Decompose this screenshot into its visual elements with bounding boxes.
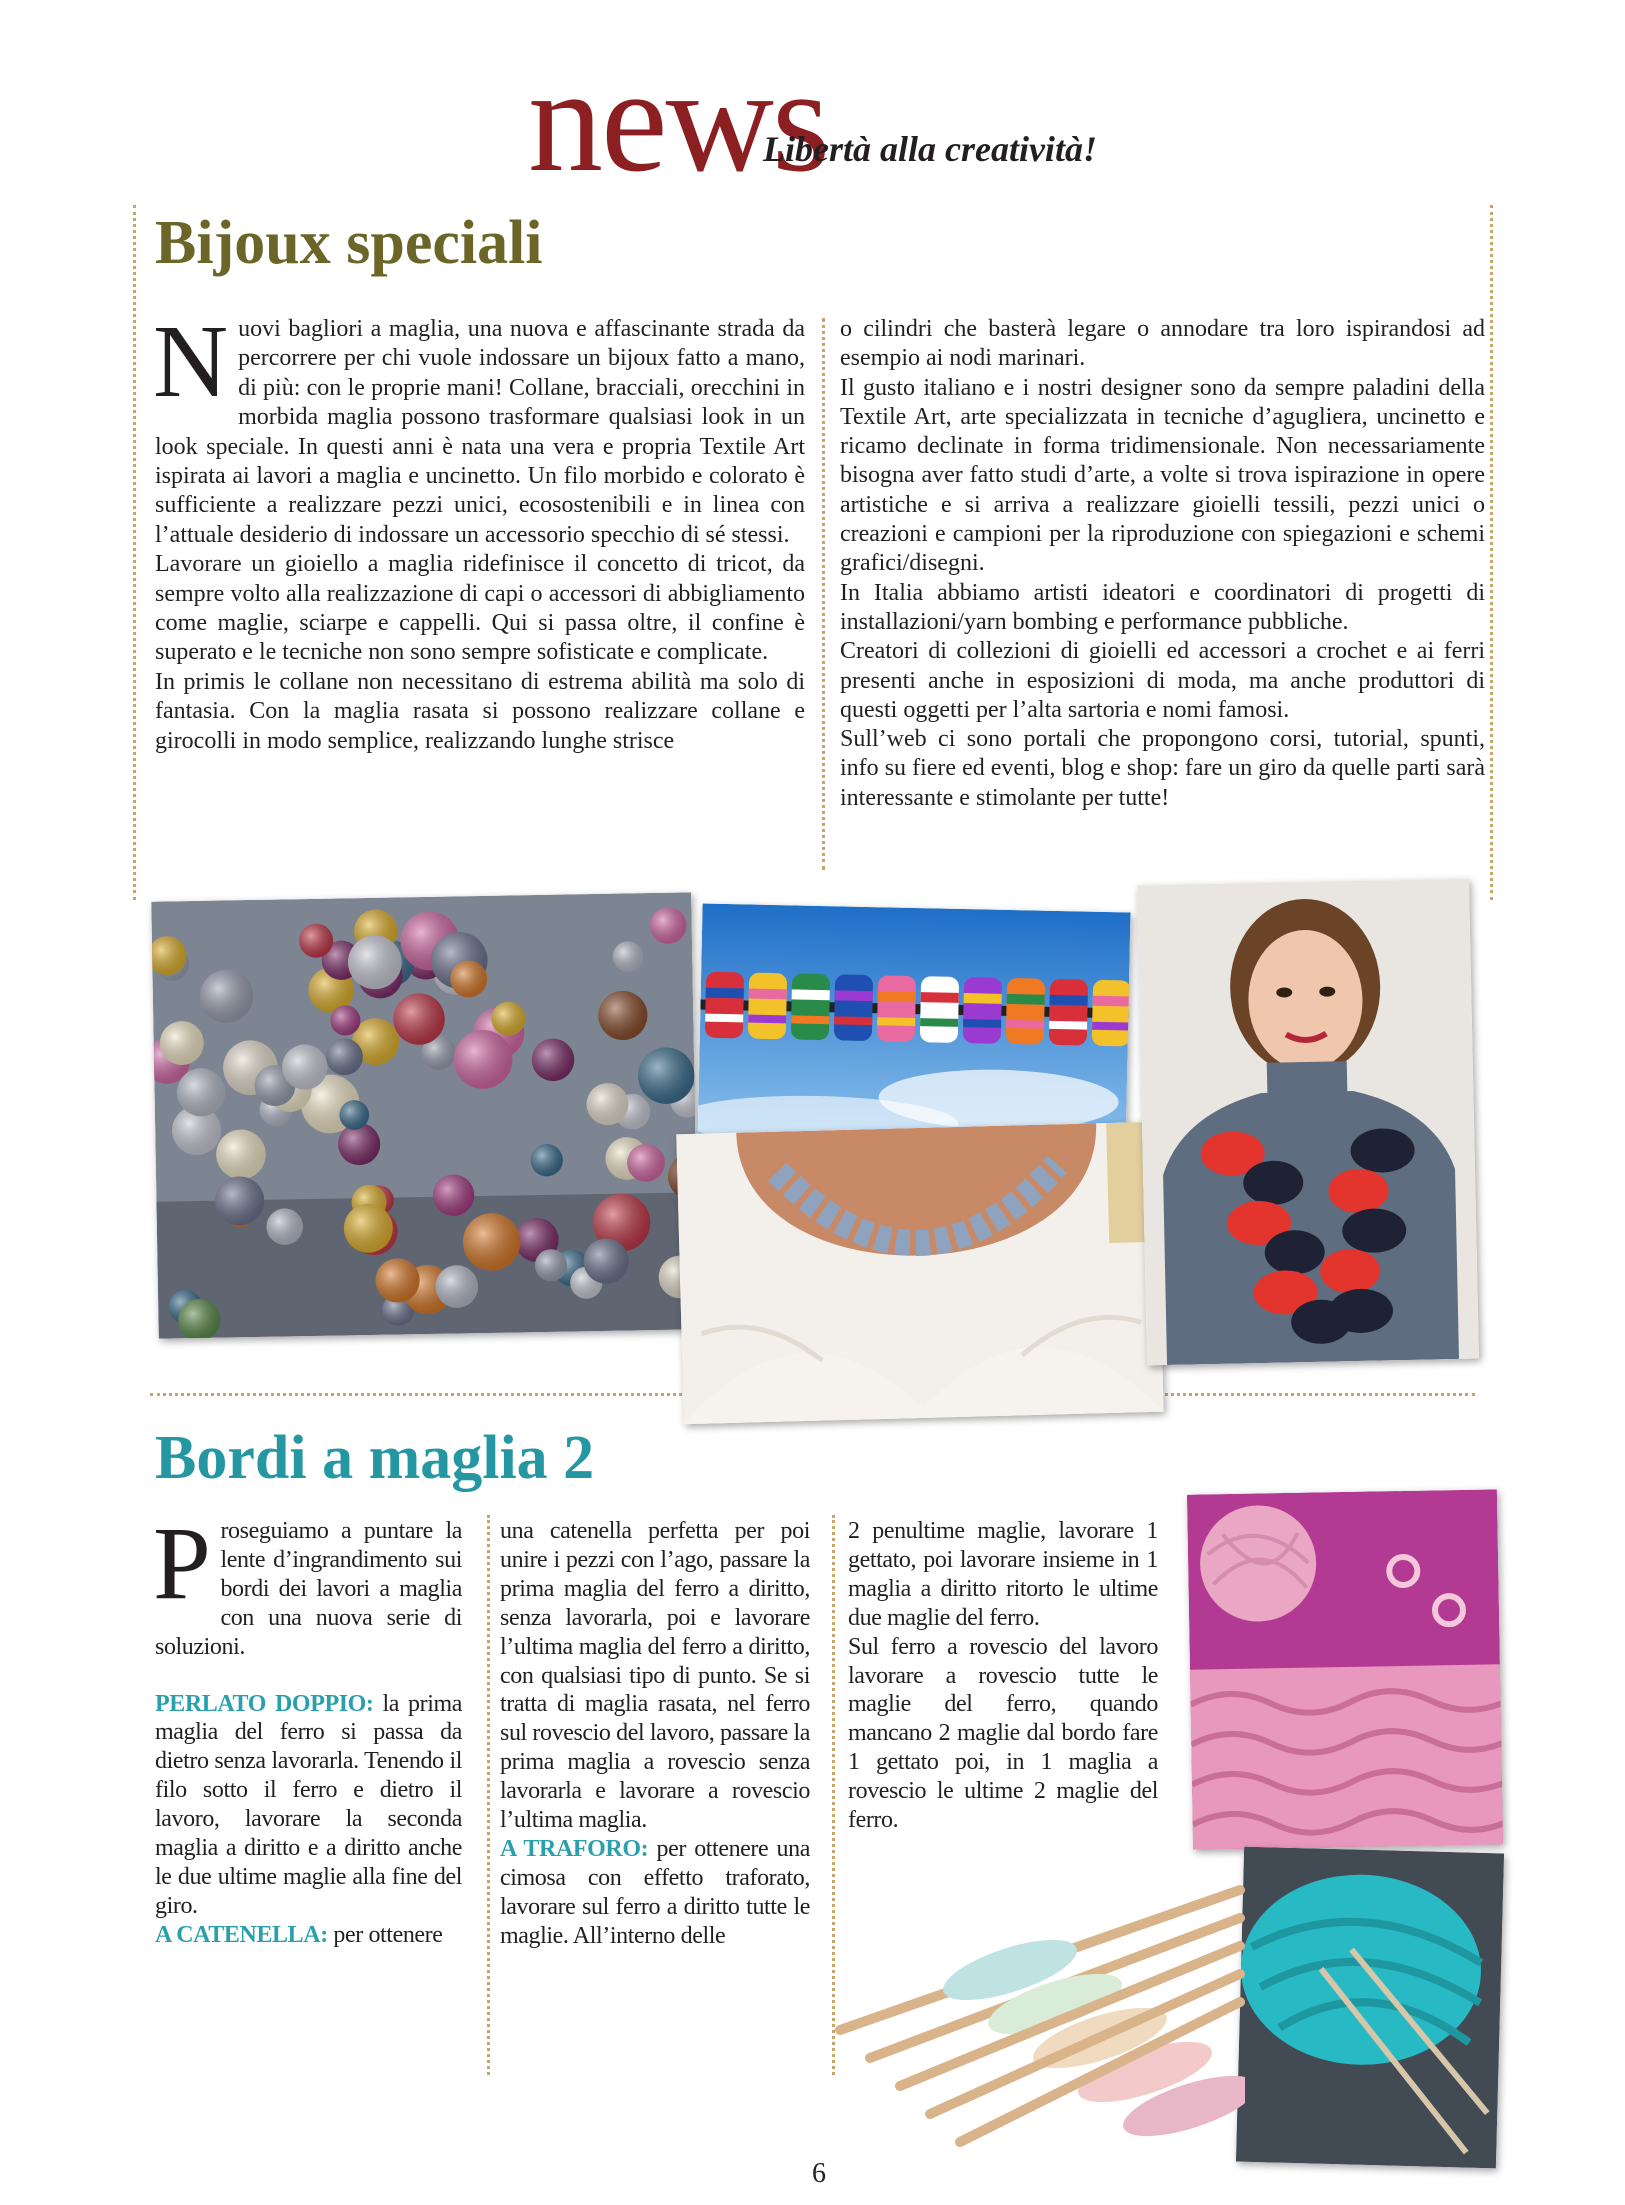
paragraph: Il gusto italiano e i nostri designer sono da sempre paladini della Textile Art, arte specializzata in tecniche d’agugliera, uncinetto e ricamo declinate in forma tridimensionale. Non necessariamente bisogna aver fatto studi d’arte, a volte si trova ispirazione in opere artistiche e si arriva a realizzare gioielli tessili, pezzi unici o creazioni e campioni per la riproduzione con spiegazioni e schemi grafici/disegni. xyxy=(840,374,1485,577)
paragraph: Lavorare un gioiello a maglia ridefinisce il concetto di tricot, da sempre volto alla realizzazione di capi o accessori di abbigliamento come maglie, sciarpe e cappelli. Qui si passa oltre, il confine è superato e le tecniche non sono sempre sofisticate e complicate. xyxy=(155,551,805,666)
article2-column-1 xyxy=(153,1506,462,1950)
ring-stripe xyxy=(1093,996,1131,1007)
ring-stripe xyxy=(791,1015,829,1024)
ring-stripe xyxy=(878,991,916,1002)
ring-stripe xyxy=(1092,1022,1130,1031)
knitted-ring xyxy=(748,973,787,1040)
traforo-label: A TRAFORO: xyxy=(500,1835,649,1862)
crochet-hooks-photo xyxy=(830,1860,1245,2170)
paragraph: la prima maglia del ferro si passa da dietro senza lavorarla. Tenendo il filo sotto il ferro e dietro il lavoro, lavorare la seconda maglia a diritto e a diritto anche le due ultime maglie alla fine del giro. xyxy=(155,1690,462,1919)
column-divider-2a xyxy=(487,1515,490,2075)
ring-stripe xyxy=(1050,995,1088,1006)
ring-stripe xyxy=(835,990,873,1001)
ring-stripe xyxy=(1006,1020,1044,1029)
article-title-bordi: Bordi a maglia 2 xyxy=(155,1424,595,1492)
article1-column-2 xyxy=(840,315,1485,813)
paragraph: uovi bagliori a maglia, una nuova e affascinante strada da percorrere per chi vuole indossare un bijoux fatto a mano, di più: con le proprie mani! Collane, bracciali, orecchini in morbida maglia possono trasformare qualsiasi look in un look speciale. In questi anni è nata una vera e propria Textile Art ispirata ai lavori a maglia e uncinetto. Un filo morbido e colorato è sufficiente a realizzare pezzi unici, ecosostenibili e in linea con l’attuale desiderio di indossare un accessorio specchio di sé stessi. xyxy=(155,316,805,548)
paragraph: Sull’web ci sono portali che propongono corsi, tutorial, spunti, info su fiere ed eventi, blog e shop: fare un giro da quelle parti sarà interessante e stimolante per tutte! xyxy=(840,726,1485,811)
paragraph: roseguiamo a puntare la lente d’ingrandimento sui bordi dei lavori a maglia con una nuova serie di soluzioni. xyxy=(155,1518,462,1660)
knitted-rings-sky-photo xyxy=(697,904,1130,1158)
ring-stripe xyxy=(920,1018,958,1027)
ring-stripe xyxy=(921,992,959,1003)
paragraph: Sul ferro a rovescio del lavoro lavorare a rovescio tutte le maglie del ferro, quando mancano 2 maglie dal bordo fare 1 gettato poi, in 1 maglia a rovescio le ultime 2 maglie del ferro. xyxy=(848,1633,1158,1834)
column-divider xyxy=(822,318,825,870)
turquoise-knitting-photo xyxy=(1236,1847,1504,2169)
knitted-ring xyxy=(1006,978,1045,1045)
page-number: 6 xyxy=(812,2158,826,2189)
article-title-bijoux: Bijoux speciali xyxy=(155,209,543,277)
felt-beads-photo xyxy=(151,892,699,1338)
ring-stripe xyxy=(877,1017,915,1026)
article2-column-2 xyxy=(500,1517,810,1951)
dropcap-p: P xyxy=(153,1506,211,1621)
ring-stripe xyxy=(834,1016,872,1025)
paragraph: una catenella perfetta per poi unire i pezzi con l’ago, passare la prima maglia del ferro a diritto, senza lavorarla, poi e lavorare l’ultima maglia del ferro a diritto, con qualsiasi tipo di punto. Se si tratta di maglia rasata, nel ferro sul rovescio del lavoro, passare la prima maglia a rovescio senza lavorarla e lavorare a rovescio l’ultima maglia. xyxy=(500,1518,810,1834)
paragraph: 2 penultime maglie, lavorare 1 gettato, poi lavorare insieme in 1 maglia a diritto ritorto le ultime due maglie del ferro. xyxy=(848,1518,1158,1631)
ring-stripe xyxy=(706,988,744,999)
article1-column-1 xyxy=(153,304,805,756)
knitted-ring xyxy=(1049,979,1088,1046)
knitted-ring xyxy=(877,975,916,1042)
dropcap-n: N xyxy=(153,304,229,419)
ring-stripe xyxy=(963,1019,1001,1028)
paragraph: per ottenere una cimosa con effetto traforato, lavorare sul ferro a diritto tutte le maglie. All’interno delle xyxy=(500,1835,810,1949)
paragraph: In primis le collane non necessitano di estrema abilità ma solo di fantasia. Con la maglia rasata si possono realizzare collane e girocolli in modo semplice, realizzando lunghe strisce xyxy=(155,668,805,754)
article2-column-3 xyxy=(848,1517,1158,1835)
knitted-ring xyxy=(963,977,1002,1044)
ring-stripe xyxy=(705,1014,743,1023)
perlato-doppio-label: PERLATO DOPPIO: xyxy=(155,1690,374,1717)
knitted-ring xyxy=(834,974,873,1041)
ring-stripe xyxy=(1049,1021,1087,1030)
pink-yarn-photo xyxy=(1187,1489,1503,1849)
ring-stripe xyxy=(792,989,830,1000)
knitted-ring xyxy=(791,973,830,1040)
ring-stripe xyxy=(748,1015,786,1024)
knitted-ring xyxy=(1092,980,1131,1047)
ring-stripe xyxy=(1007,994,1045,1005)
paragraph: o cilindri che basterà legare o annodare tra loro ispirandosi ad esempio ai nodi marinari. xyxy=(840,316,1485,372)
paragraph: per ottenere xyxy=(327,1921,443,1948)
knitted-ring xyxy=(920,976,959,1043)
catenella-label: A CATENELLA: xyxy=(155,1921,328,1948)
woman-red-necklace-photo xyxy=(1137,879,1479,1366)
ring-stripe xyxy=(749,989,787,1000)
paragraph: Creatori di collezioni di gioielli ed accessori a crochet e ai ferri presenti anche in esposizioni di moda, ma anche produttori di questi oggetti per l’alta sartoria e nomi famosi. xyxy=(840,638,1485,723)
knitted-ring xyxy=(705,972,744,1039)
frame-right-divider xyxy=(1490,205,1493,900)
braided-necklace-photo xyxy=(676,1122,1163,1424)
ring-stripe xyxy=(964,993,1002,1004)
tagline: Libertà alla creatività! xyxy=(763,129,1097,169)
paragraph: In Italia abbiamo artisti ideatori e coordinatori di progetti di installazioni/yarn bombing e performance pubbliche. xyxy=(840,579,1485,635)
frame-left-divider xyxy=(133,205,136,900)
news-heading: news xyxy=(528,37,829,203)
